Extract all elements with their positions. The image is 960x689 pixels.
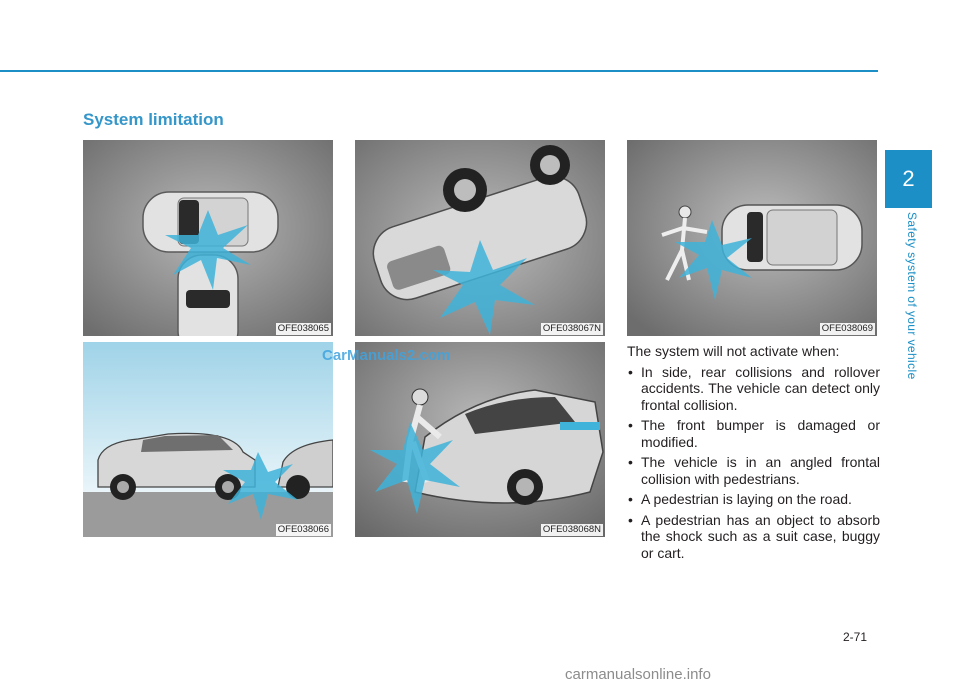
figure-code: OFE038065 [277,323,329,334]
list-item-text: The front bumper is damaged or modified. [641,417,880,450]
limitation-list [627,364,880,562]
page-number: 2-71 [843,630,868,644]
figure-angled-pedestrian [355,342,605,537]
list-item-text: In side, rear collisions and rollover accidents. The vehicle can detect only frontal collision. [641,363,880,413]
pedestrian-laying-illustration [627,140,877,336]
list-item [627,512,880,562]
angled-pedestrian-illustration [355,342,605,537]
figure-code: OFE038068N [542,524,601,535]
chapter-number: 2 [902,166,915,191]
bullet-dot: • [628,363,633,380]
chapter-title: Safety system of your vehicle [905,212,919,380]
watermark-logo: CarManuals2.com [322,347,451,364]
list-item-text: A pedestrian has an object to absorb the shock such as a suit case, buggy or cart. [641,511,880,561]
figure-rollover [355,140,605,336]
list-item [627,454,880,487]
section-title: System limitation [83,110,224,129]
rear-collision-illustration [83,342,333,537]
side-collision-illustration [83,140,333,336]
bullet-dot: • [628,511,633,528]
intro-text: The system will not activate when: [627,343,840,359]
footer-watermark: carmanualsonline.info [565,666,711,683]
figure-code: OFE038069 [821,323,873,334]
figure-code: OFE038066 [277,524,329,535]
figure-code: OFE038067N [542,323,601,334]
list-item [627,491,880,508]
list-item-text: A pedestrian is laying on the road. [641,491,852,507]
chapter-tab [885,150,932,208]
list-item [627,417,880,450]
header-rule [0,70,878,72]
bullet-dot: • [628,417,633,433]
rollover-illustration [355,140,605,336]
body-text [627,343,880,565]
list-item-text: The vehicle is in an angled frontal collision with pedestrians. [641,454,880,487]
figure-pedestrian-laying [627,140,877,336]
bullet-dot: • [628,491,633,507]
bullet-dot: • [628,454,633,470]
figure-rear-collision [83,342,333,537]
figure-side-collision [83,140,333,336]
list-item [627,364,880,414]
